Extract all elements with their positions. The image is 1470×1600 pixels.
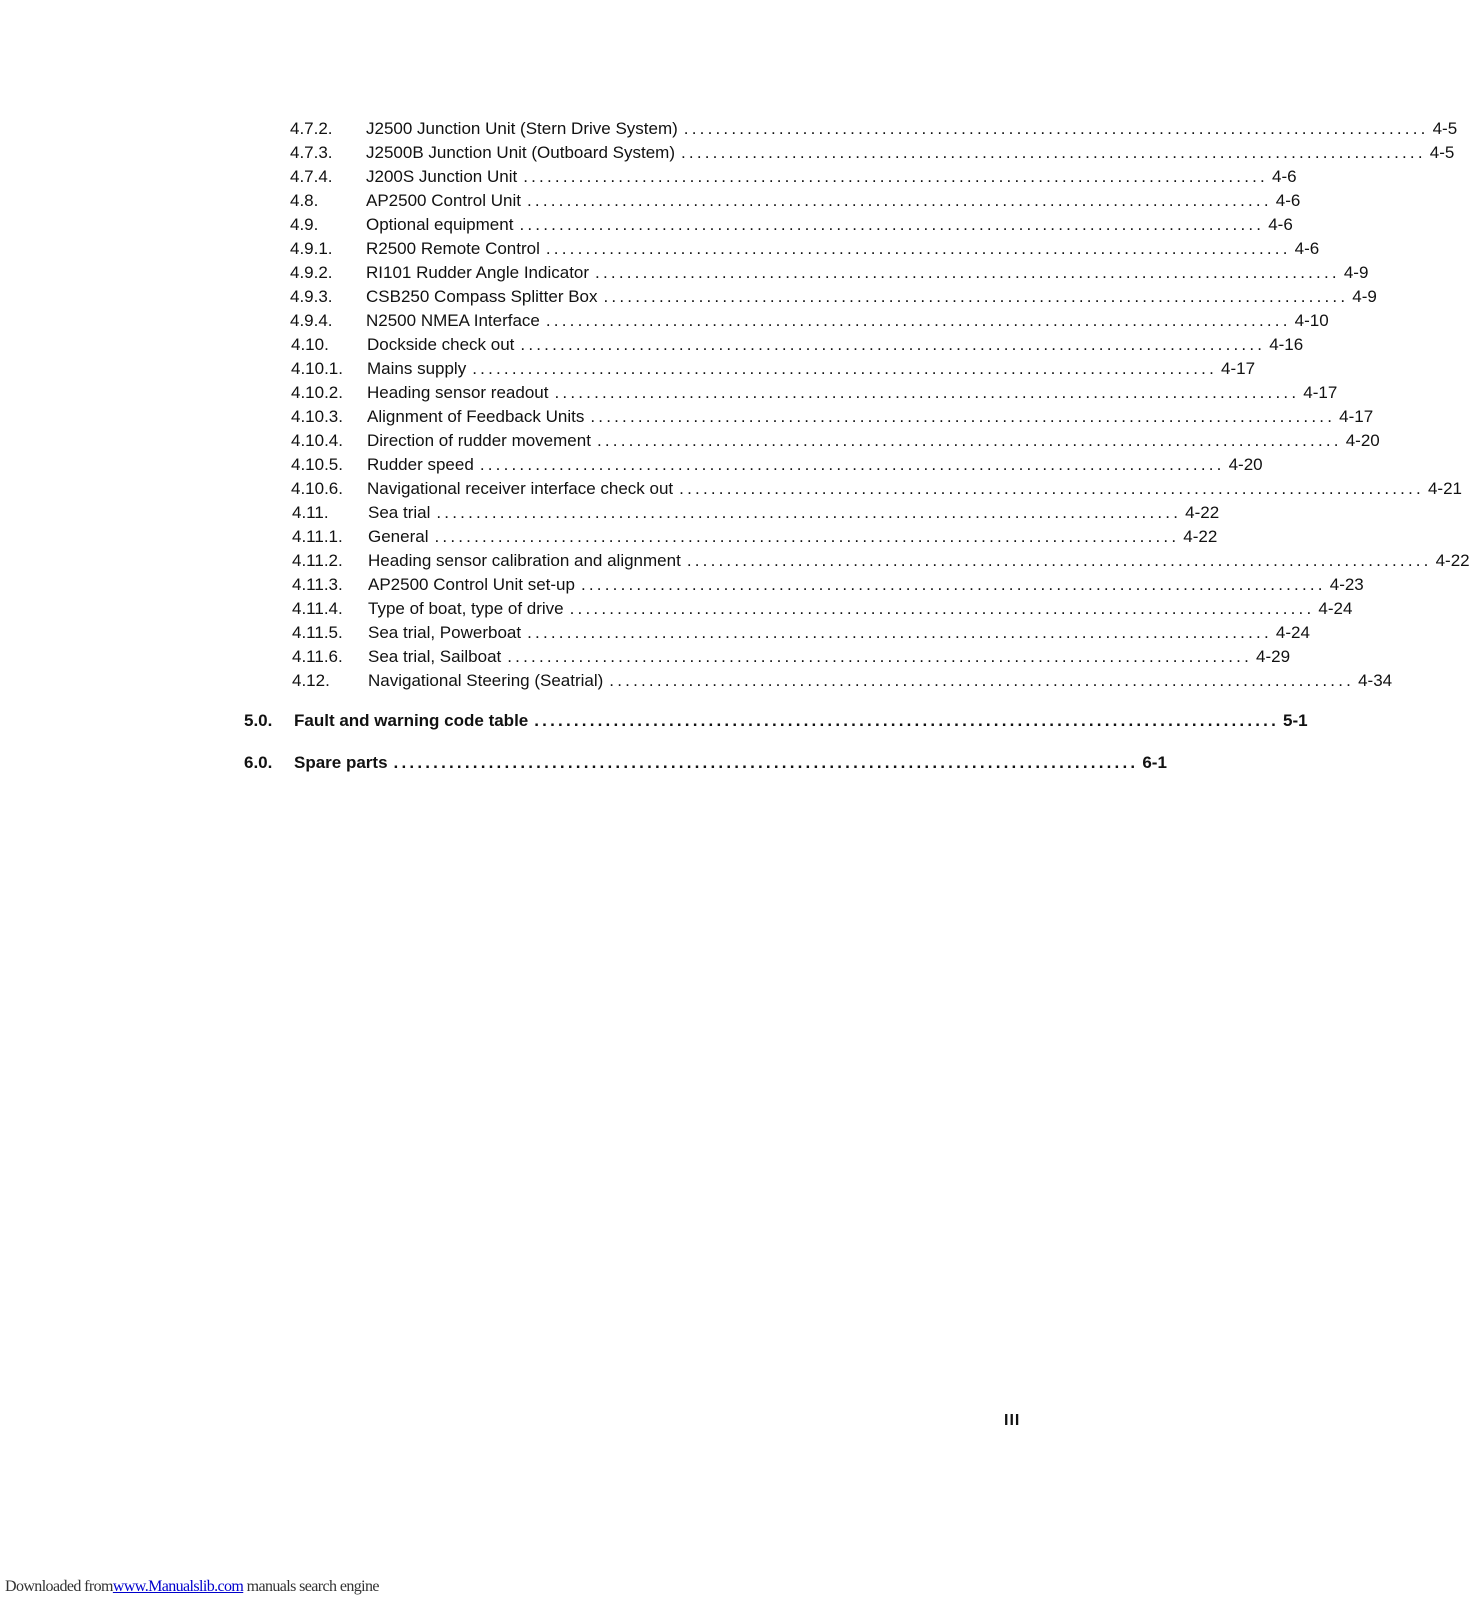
toc-leader-dots: .............................................................................................. [686,551,1432,570]
toc-entry-number: 4.10.5. [291,455,343,474]
toc-entry-page: 4-21 [1427,479,1462,498]
toc-leader-dots: .............................................................................................. [507,647,1253,666]
toc-leader-dots: .............................................................................................. [545,239,1291,258]
toc-entry[interactable] [290,286,1377,308]
toc-leader-dots: .............................................................................................. [545,311,1291,330]
toc-entry[interactable] [292,622,1310,644]
toc-entry[interactable] [290,118,1458,140]
toc-entry-page: 4-22 [1435,551,1470,570]
toc-entry-title: AP2500 Control Unit set-up [368,575,575,594]
toc-entry-number: 4.8. [290,191,319,210]
toc-entry[interactable] [290,214,1293,236]
toc-entry[interactable] [291,382,1338,404]
toc-entry-page: 4-16 [1269,335,1304,354]
toc-entry[interactable] [291,430,1380,452]
toc-entry[interactable] [292,670,1393,692]
toc-entry-title: Dockside check out [367,335,515,354]
toc-entry[interactable] [290,190,1301,212]
toc-leader-dots: .............................................................................................. [609,671,1355,690]
toc-leader-dots: .............................................................................................. [519,215,1265,234]
toc-entry-number: 4.11.3. [292,575,343,594]
toc-entry-title: Navigational receiver interface check out [367,479,674,498]
toc-entry-title: Rudder speed [367,455,474,474]
toc-entry-page: 4-6 [1271,167,1297,186]
toc-entry-number: 4.10.1. [291,359,343,378]
toc-leader-dots: .............................................................................................. [554,383,1300,402]
toc-leader-dots: .............................................................................................. [434,527,1180,546]
toc-entry-title: Sea trial, Sailboat [368,647,502,666]
toc-entry-number: 4.10.6. [291,479,343,498]
toc-entry-title: AP2500 Control Unit [366,191,521,210]
toc-entry-number: 4.7.3. [290,143,333,162]
toc-entry-page: 4-17 [1339,407,1374,426]
toc-leader-dots: .............................................................................................. [569,599,1315,618]
toc-leader-dots: .............................................................................................. [523,167,1268,186]
footer-suffix: manuals search engine [243,1578,379,1595]
toc-entry-title: Alignment of Feedback Units [367,407,585,426]
toc-entry-number: 4.10. [291,335,329,354]
toc-entry-page: 4-23 [1329,575,1364,594]
toc-leader-dots: .............................................................................................. [479,455,1225,474]
page-number: III [1004,1412,1021,1429]
manualslib-link[interactable]: www.Manualslib.com [112,1578,244,1595]
toc-entry[interactable] [291,406,1374,428]
toc-leader-dots: .............................................................................................. [595,263,1340,282]
toc-chapter-page: 6-1 [1142,753,1167,772]
toc-entry[interactable] [290,238,1320,260]
toc-leader-dots: .............................................................................................. [534,711,1280,730]
toc-entry[interactable] [292,526,1218,548]
toc-chapter-number: 6.0. [244,753,273,772]
toc-entry-title: Type of boat, type of drive [368,599,564,618]
toc-entry-number: 4.7.2. [290,119,333,138]
toc-entry-page: 4-24 [1318,599,1353,618]
toc-entry-page: 4-22 [1185,503,1220,522]
toc-entry-number: 4.10.2. [291,383,343,402]
toc-entry-number: 4.9.4. [290,311,333,330]
toc-leader-dots: .............................................................................................. [683,119,1429,138]
toc-entry-page: 4-17 [1221,359,1256,378]
toc-entry-title: J2500B Junction Unit (Outboard System) [366,143,675,162]
toc-entry-page: 4-29 [1256,647,1291,666]
toc-entry[interactable] [291,454,1263,476]
toc-entry[interactable] [290,142,1455,164]
toc-chapter-title: Spare parts [294,753,388,772]
toc-entry-title: Heading sensor calibration and alignment [368,551,681,570]
toc-entry-number: 4.11.4. [292,599,343,618]
toc-entry-page: 4-22 [1183,527,1218,546]
toc-entry-page: 4-6 [1268,215,1293,234]
toc-chapter-entry[interactable] [244,752,1167,774]
toc-leader-dots: .............................................................................................. [436,503,1182,522]
toc-leader-dots: .............................................................................................. [596,431,1342,450]
toc-entry-number: 4.7.4. [290,167,333,186]
toc-entry-number: 4.11.6. [292,647,343,666]
toc-leader-dots: .............................................................................................. [580,575,1326,594]
toc-chapter-page: 5-1 [1283,711,1308,730]
toc-entry[interactable] [290,310,1329,332]
toc-entry-page: 4-10 [1294,311,1329,330]
toc-entry[interactable] [291,358,1256,380]
toc-entry[interactable] [292,646,1291,668]
toc-entry-number: 4.10.3. [291,407,343,426]
toc-entry-title: Mains supply [367,359,467,378]
toc-entry-number: 4.11.2. [292,551,343,570]
toc-entry-page: 4-34 [1358,671,1393,690]
toc-entry[interactable] [290,262,1369,284]
toc-leader-dots: .............................................................................................. [472,359,1217,378]
toc-entry-title: General [368,527,429,546]
toc-leader-dots: .............................................................................................. [520,335,1266,354]
toc-leader-dots: .............................................................................................. [679,479,1424,498]
toc-entry-page: 4-6 [1275,191,1301,210]
toc-entry[interactable] [292,502,1220,524]
toc-entry-number: 4.11.5. [292,623,343,642]
toc-entry-title: Sea trial [368,503,431,522]
toc-chapter-title: Fault and warning code table [294,711,529,730]
toc-entry-number: 4.9. [290,215,319,234]
toc-entry[interactable] [292,574,1364,596]
toc-entry-title: Sea trial, Powerboat [368,623,522,642]
toc-entry-title: Direction of rudder movement [367,431,591,450]
toc-entry-page: 4-24 [1275,623,1310,642]
toc-leader-dots: .............................................................................................. [680,143,1426,162]
toc-leader-dots: .............................................................................................. [393,753,1139,772]
toc-chapter-number: 5.0. [244,711,273,730]
toc-leader-dots: .............................................................................................. [603,287,1349,306]
toc-entry-number: 4.9.3. [290,287,333,306]
toc-entry[interactable] [290,166,1297,188]
footer-prefix: Downloaded from [5,1578,113,1595]
toc-chapter-entry[interactable] [244,710,1308,732]
toc-entry-title: CSB250 Compass Splitter Box [366,287,598,306]
toc-entry-title: N2500 NMEA Interface [366,311,540,330]
toc-entry-number: 4.11. [292,503,329,522]
toc-leader-dots: .............................................................................................. [526,191,1272,210]
toc-entry-page: 4-20 [1228,455,1263,474]
toc-leader-dots: .............................................................................................. [590,407,1336,426]
toc-entry-number: 4.11.1. [292,527,343,546]
toc-leader-dots: .............................................................................................. [527,623,1272,642]
toc-entry-number: 4.12. [292,671,330,690]
toc-entry-number: 4.10.4. [291,431,343,450]
toc-entry[interactable] [292,550,1470,572]
toc-entry-title: Optional equipment [366,215,514,234]
download-footer [5,1578,379,1596]
toc-entry-page: 4-5 [1429,143,1455,162]
toc-entry-title: Navigational Steering (Seatrial) [368,671,604,690]
toc-entry-title: R2500 Remote Control [366,239,540,258]
toc-entry-page: 4-6 [1294,239,1320,258]
toc-entry-page: 4-9 [1352,287,1377,306]
toc-entry-number: 4.9.1. [290,239,333,258]
toc-entry-page: 4-20 [1345,431,1380,450]
toc-entry-title: RI101 Rudder Angle Indicator [366,263,590,282]
toc-entry-page: 4-17 [1303,383,1338,402]
toc-entry-title: Heading sensor readout [367,383,549,402]
toc-entry-page: 4-9 [1343,263,1369,282]
toc-entry-title: J200S Junction Unit [366,167,518,186]
toc-entry-number: 4.9.2. [290,263,333,282]
toc-entry-page: 4-5 [1432,119,1458,138]
toc-entry[interactable] [291,478,1462,500]
toc-entry[interactable] [292,598,1353,620]
toc-entry[interactable] [291,334,1304,356]
toc-entry-title: J2500 Junction Unit (Stern Drive System) [366,119,678,138]
